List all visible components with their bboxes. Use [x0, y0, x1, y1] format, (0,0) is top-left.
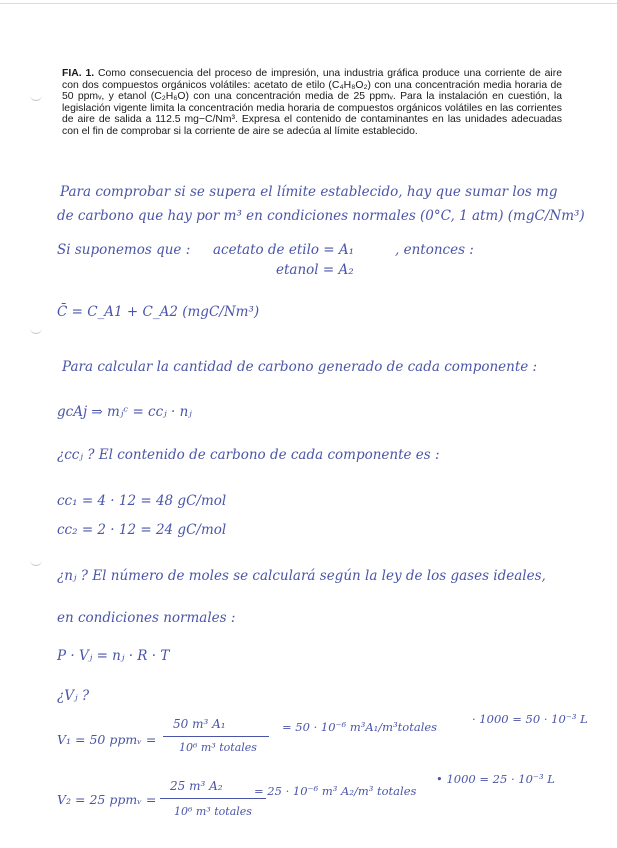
note-line-6: Para calcular la cantidad de carbono generado de cada componente :: [62, 359, 538, 375]
note-line-1: Para comprobar si se supera el límite establecido, hay que sumar los mg: [60, 184, 558, 200]
note-line-4: etanol = A₂: [276, 262, 354, 278]
note-line-9: cc₁ = 4 · 12 = 48 gC/mol: [57, 493, 227, 509]
note-line-11: ¿nⱼ ? El número de moles se calculará según la ley de los gases ideales,: [57, 568, 546, 584]
margin-mark: [30, 327, 42, 334]
v2-fraction-bar: [160, 798, 266, 799]
v2-numerator: 25 m³ A₂: [170, 779, 223, 793]
v2-fraction: [160, 776, 266, 824]
v2-end: • 1000 = 25 · 10⁻³ L: [436, 772, 555, 786]
v1-end: · 1000 = 50 · 10⁻³ L: [472, 712, 588, 726]
v2-lhs: V₂ = 25 ppmᵥ =: [57, 792, 157, 807]
note-line-5: C̄ = C_A1 + C_A2 (mgC/Nm³): [57, 304, 260, 320]
margin-mark: [30, 559, 42, 566]
v1-fraction-bar: [163, 736, 269, 737]
note-line-7: gcAj ⇒ mⱼᶜ = ccⱼ · nⱼ: [57, 404, 192, 420]
note-line-3c: , entonces :: [395, 242, 474, 258]
note-line-13: P · Vⱼ = nⱼ · R · T: [57, 648, 170, 664]
v1-numerator: 50 m³ A₁: [173, 717, 226, 731]
note-line-14: ¿Vⱼ ?: [57, 688, 90, 704]
v2-denominator: 10⁶ m³ totales: [174, 805, 252, 818]
v2-middle: = 25 · 10⁻⁶ m³ A₂/m³ totales: [254, 784, 417, 798]
note-line-2: de carbono que hay por m³ en condiciones normales (0°C, 1 atm) (mgC/Nm³): [57, 208, 585, 224]
v1-fraction: [163, 714, 269, 762]
note-line-10: cc₂ = 2 · 12 = 24 gC/mol: [57, 522, 227, 538]
note-line-12: en condiciones normales :: [57, 610, 236, 626]
note-line-3b: acetato de etilo = A₁: [213, 242, 355, 258]
v1-middle: = 50 · 10⁻⁶ m³A₁/m³totales: [282, 720, 438, 734]
v1-lhs: V₁ = 50 ppmᵥ =: [57, 732, 157, 747]
v1-denominator: 10⁶ m³ totales: [179, 741, 257, 754]
note-line-8: ¿ccⱼ ? El contenido de carbono de cada componente es :: [57, 447, 440, 463]
margin-mark: [30, 94, 42, 101]
problem-text: Como consecuencia del proceso de impresión, una industria gráfica produce una corriente de aire con dos compuestos orgánicos volátiles: acetato de etilo (C₄H₈O₂) con una concentración media horaria de 50 ppmᵥ, y etanol (C₂H₆O) con una concentración media de 25 ppmᵥ. Para la instalación en cuestión, la legislación vigente limita la concentración media horaria de compuestos orgánicos volátiles en las corrientes de aire de salida a 112.5 mg−C/Nm³. Expresa el contenido de contaminantes en las unidades adecuadas con el fin de comprobar si la corriente de aire se adecúa al límite establecido.: [62, 68, 562, 137]
problem-statement: [62, 68, 562, 138]
problem-label: FIA. 1.: [62, 68, 95, 79]
note-line-3a: Si suponemos que :: [57, 242, 191, 258]
page-top-edge: [0, 3, 617, 4]
